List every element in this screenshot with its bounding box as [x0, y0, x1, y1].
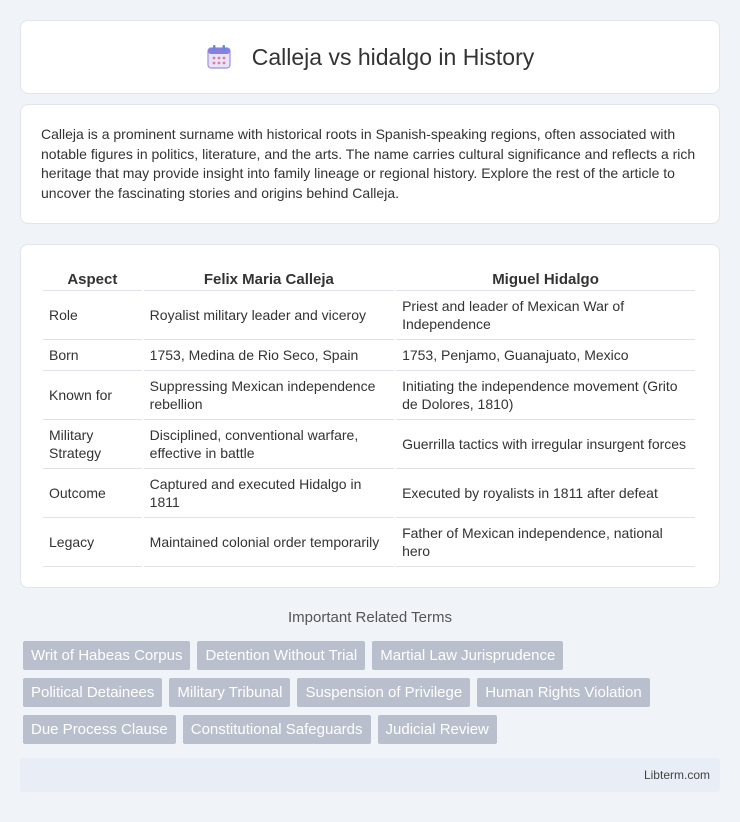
tag-row — [23, 641, 723, 670]
row-aspect: Born — [43, 340, 142, 371]
comparison-table — [41, 265, 697, 567]
calendar-icon — [206, 44, 232, 70]
intro-card — [20, 104, 720, 224]
header-card — [20, 20, 720, 94]
page-title: Calleja vs hidalgo in History — [251, 43, 535, 70]
header-calleja: Felix Maria Calleja — [144, 265, 394, 291]
tag-link[interactable]: Suspension of Privilege — [297, 678, 470, 707]
tag-link[interactable]: Martial Law Jurisprudence — [372, 641, 563, 670]
row-hidalgo: Executed by royalists in 1811 after defeat — [396, 469, 695, 518]
tag-link[interactable]: Writ of Habeas Corpus — [23, 641, 190, 670]
tag-row — [23, 678, 723, 707]
row-hidalgo: Father of Mexican independence, national hero — [396, 518, 695, 567]
row-calleja: Disciplined, conventional warfare, effective in battle — [144, 420, 394, 469]
footer-site-link[interactable]: Libterm.com — [643, 768, 710, 782]
row-aspect: Role — [43, 291, 142, 340]
footer — [20, 758, 720, 792]
table-row — [43, 518, 695, 567]
tag-link[interactable]: Judicial Review — [378, 715, 497, 744]
row-calleja: Suppressing Mexican independence rebellion — [144, 371, 394, 420]
header-aspect: Aspect — [43, 265, 142, 291]
table-row — [43, 340, 695, 371]
row-aspect: Military Strategy — [43, 420, 142, 469]
table-row — [43, 420, 695, 469]
row-hidalgo: Priest and leader of Mexican War of Independence — [396, 291, 695, 340]
intro-text: Calleja is a prominent surname with historical roots in Spanish-speaking regions, often associated with notable figures in politics, literature, and the arts. The name carries cultural significance and reflects a rich heritage that may provide insight into family lineage or regional history. Explore the rest of the article to uncover the fascinating stories and origins behind Calleja. — [41, 126, 696, 201]
table-row — [43, 291, 695, 340]
row-calleja: Captured and executed Hidalgo in 1811 — [144, 469, 394, 518]
row-aspect: Outcome — [43, 469, 142, 518]
row-calleja: Royalist military leader and viceroy — [144, 291, 394, 340]
row-calleja: 1753, Medina de Rio Seco, Spain — [144, 340, 394, 371]
row-aspect: Known for — [43, 371, 142, 420]
table-header-row — [43, 265, 695, 291]
related-terms-title: Important Related Terms — [288, 609, 452, 626]
tag-link[interactable]: Human Rights Violation — [477, 678, 649, 707]
tag-link[interactable]: Military Tribunal — [169, 678, 290, 707]
tag-link[interactable]: Detention Without Trial — [197, 641, 365, 670]
related-tags — [23, 641, 723, 752]
table-row — [43, 371, 695, 420]
row-hidalgo: 1753, Penjamo, Guanajuato, Mexico — [396, 340, 695, 371]
row-calleja: Maintained colonial order temporarily — [144, 518, 394, 567]
comparison-card — [20, 244, 720, 588]
header-hidalgo: Miguel Hidalgo — [396, 265, 695, 291]
tag-row — [23, 715, 723, 744]
tag-link[interactable]: Due Process Clause — [23, 715, 176, 744]
table-row — [43, 469, 695, 518]
row-hidalgo: Guerrilla tactics with irregular insurgent forces — [396, 420, 695, 469]
row-aspect: Legacy — [43, 518, 142, 567]
tag-link[interactable]: Political Detainees — [23, 678, 162, 707]
row-hidalgo: Initiating the independence movement (Grito de Dolores, 1810) — [396, 371, 695, 420]
tag-link[interactable]: Constitutional Safeguards — [183, 715, 371, 744]
